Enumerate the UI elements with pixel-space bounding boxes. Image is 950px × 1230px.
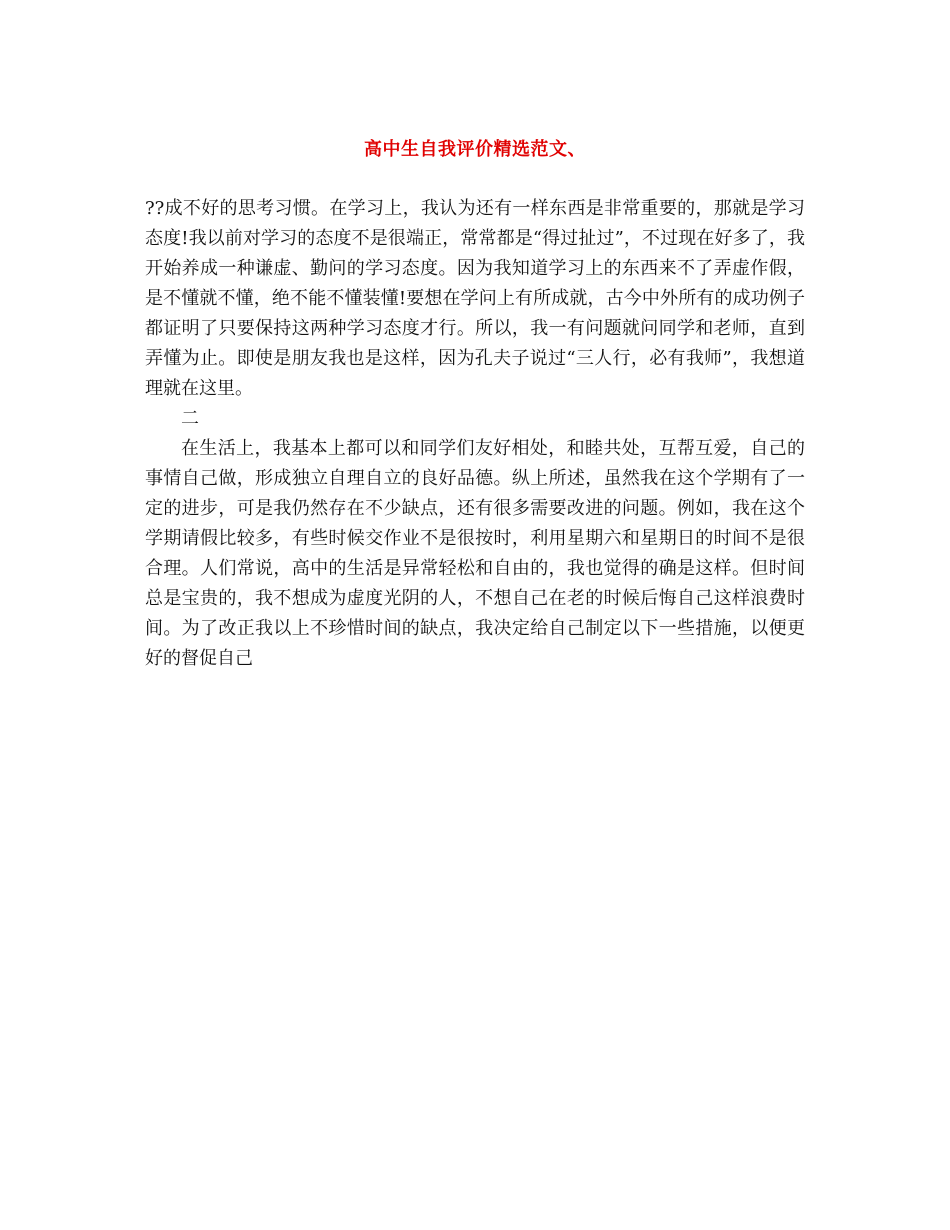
document-body [145,194,805,674]
paragraph-2-section-marker: 二 [181,408,199,429]
document-title: 高中生自我评价精选范文、 [364,139,586,160]
paragraph-1: ??成不好的思考习惯。在学习上，我认为还有一样东西是非常重要的，那就是学习态度!我以前对学习的态度不是很端正，常常都是“得过扯过”，不过现在好多了，我开始养成一种谦虚、勤问的学习态度。因为我知道学习上的东西来不了弄虚作假，是不懂就不懂，绝不能不懂装懂!要想在学问上有所成就，古今中外所有的成功例子都证明了只要保持这两种学习态度才行。所以，我一有问题就问同学和老师，直到弄懂为止。即使是朋友我也是这样，因为孔夫子说过“三人行，必有我师”，我想道理就在这里。 [145,198,805,399]
paragraph-3: 在生活上，我基本上都可以和同学们友好相处，和睦共处，互帮互爱，自己的事情自己做，形成独立自理自立的良好品德。纵上所述，虽然我在这个学期有了一定的进步，可是我仍然存在不少缺点，还有很多需要改进的问题。例如，我在这个学期请假比较多，有些时候交作业不是很按时，利用星期六和星期日的时间不是很合理。人们常说，高中的生活是异常轻松和自由的，我也觉得的确是这样。但时间总是宝贵的，我不想成为虚度光阴的人，不想自己在老的时候后悔自己这样浪费时间。为了改正我以上不珍惜时间的缺点，我决定给自己制定以下一些措施，以便更好的督促自己 [145,438,805,669]
